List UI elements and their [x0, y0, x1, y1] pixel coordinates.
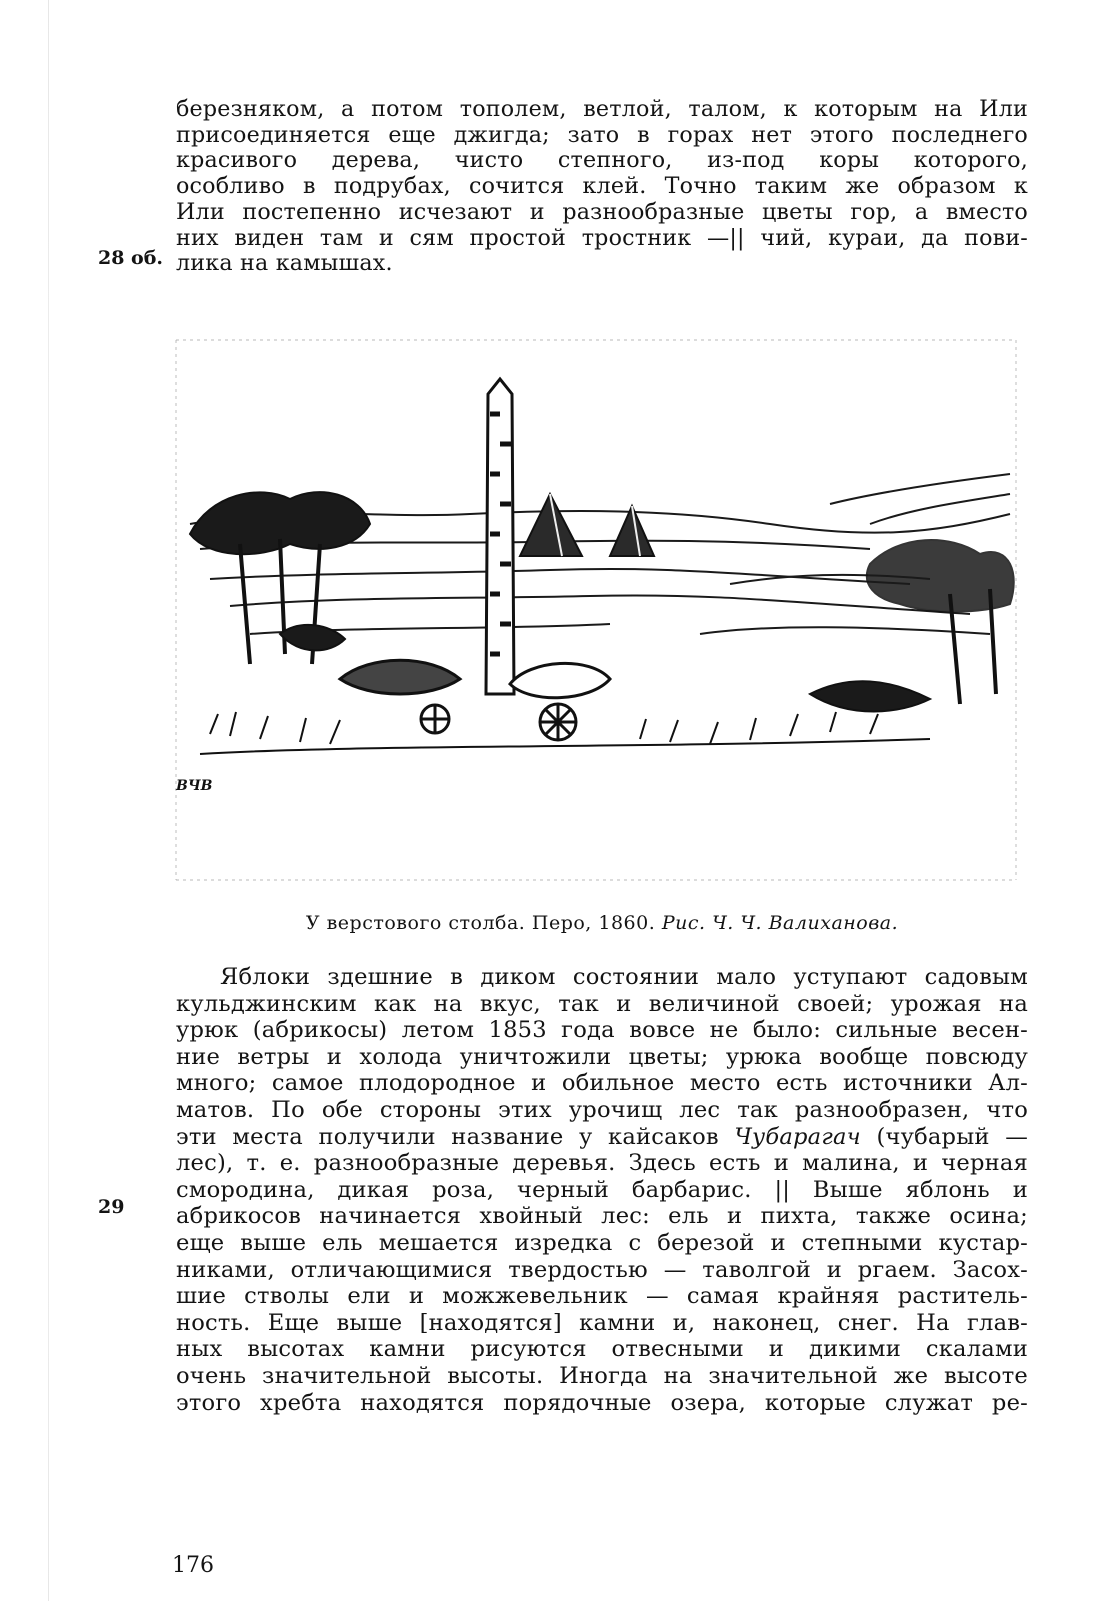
scan-edge [48, 0, 49, 1601]
text-line: ных высотах камни рисуются отвесными и дикими скалами [176, 1336, 1028, 1363]
trees-right [810, 540, 1014, 711]
milestone-pillar [486, 379, 514, 694]
text-line: кульджинским как на вкус, так и величиной своей; урожая на [176, 990, 1028, 1017]
text-line: еще выше ель мешается изредка с березой и степными кустар- [176, 1229, 1028, 1256]
artist-signature: ВЧВ [176, 778, 213, 794]
text-segment: эти места получили название у кайсаков [176, 1123, 719, 1150]
carts [340, 660, 610, 740]
page-number: 176 [172, 1553, 214, 1578]
bottom-paragraph [176, 964, 1028, 1416]
text-line: очень значительной высоты. Иногда на значительной же высоте [176, 1362, 1028, 1389]
text-line: лика на камышах. [176, 250, 393, 277]
text-line: смородина, дикая роза, черный барбарис. || Выше яблонь и [176, 1176, 1028, 1203]
text-line: этого хребта находятся порядочные озера, которые служат ре- [176, 1389, 1028, 1416]
drawing-frame [176, 340, 1016, 880]
text-line: лес), т. е. разнообразные деревья. Здесь есть и малина, и черная [176, 1150, 1028, 1177]
pyramid-haystacks [520, 494, 654, 556]
caption-title: У верстового столба. Перо, 1860. [305, 912, 656, 934]
text-line-with-italic [176, 1124, 1028, 1151]
text-line: них виден там и сям простой тростник —|| чий, кураи, да пови- [176, 224, 1028, 251]
text-line: березняком, а потом тополем, ветлой, талом, к которым на Или [176, 96, 1028, 122]
text-line: шие стволы ели и можжевельник — самая крайняя раститель- [176, 1283, 1028, 1310]
pen-drawing-illustration [170, 334, 1022, 886]
top-paragraph [176, 97, 1028, 277]
text-segment: (чубарый — [876, 1123, 1028, 1150]
text-line: ность. Еще выше [находятся] камни и, наконец, снег. На глав- [176, 1309, 1028, 1336]
text-line: много; самое плодородное и обильное место есть источники Ал- [176, 1070, 1028, 1097]
text-line: ние ветры и холода уничтожили цветы; урюка вообще повсюду [176, 1043, 1028, 1070]
text-line: присоединяется еще джигда; зато в горах нет этого последнего [176, 121, 1028, 148]
text-line: абрикосов начинается хвойный лес: ель и пихта, также осина; [176, 1203, 1028, 1230]
figure-caption [176, 912, 1028, 934]
text-line: матов. По обе стороны этих урочищ лес так разнообразен, что [176, 1096, 1028, 1123]
text-line: Яблоки здешние в диком состоянии мало уступают садовым [220, 964, 1028, 990]
text-line: Или постепенно исчезают и разнообразные цветы гор, а вместо [176, 198, 1028, 225]
text-line: никами, отличающимися твердостью — таволгой и ргаем. Засох- [176, 1256, 1028, 1283]
italic-term: Чубарагач [734, 1123, 861, 1150]
margin-folio-note: 28 об. [98, 247, 164, 269]
foreground-grass [200, 712, 930, 754]
text-line: красивого дерева, чисто степного, из-под коры которого, [176, 147, 1028, 174]
caption-author: Рис. Ч. Ч. Валиханова. [661, 912, 899, 934]
margin-folio-note: 29 [98, 1196, 125, 1218]
text-line: урюк (абрикосы) летом 1853 года вовсе не было: сильные весен- [176, 1017, 1028, 1044]
text-line: особливо в подрубах, сочится клей. Точно таким же образом к [176, 173, 1028, 200]
